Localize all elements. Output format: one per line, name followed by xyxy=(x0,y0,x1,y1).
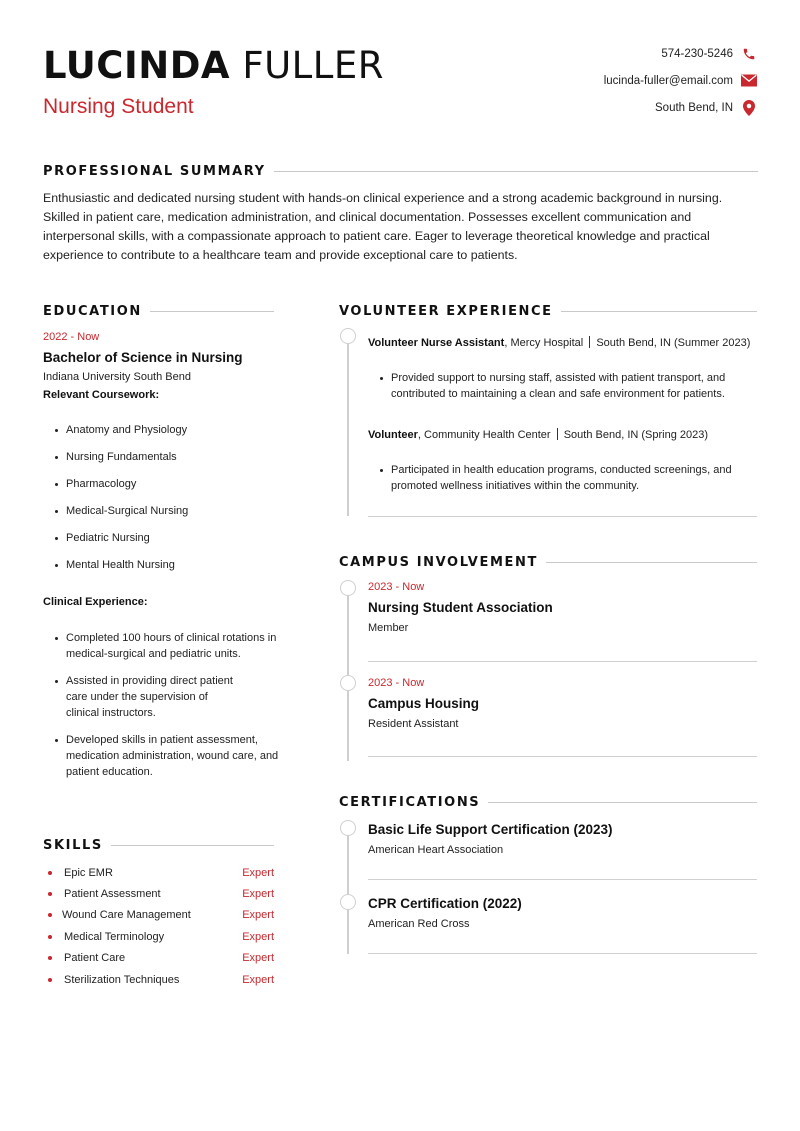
heading-divider xyxy=(561,311,757,312)
volunteer-location: South Bend, IN (Summer 2023) xyxy=(596,337,751,349)
job-title: Nursing Student xyxy=(43,95,194,118)
skill-row xyxy=(43,905,274,926)
certification-item xyxy=(368,822,757,856)
list-item: Provided support to nursing staff, assisted with patient transport, and contributed to maintaining a clean and safe environment for patients. xyxy=(368,370,757,402)
skill-name: Patient Care xyxy=(64,952,126,965)
volunteer-role-line xyxy=(368,336,757,349)
list-item: Developed skills in patient assessment, medication administration, wound care, and patient education. xyxy=(43,732,293,780)
skill-name: Wound Care Management xyxy=(62,909,191,922)
phone-text[interactable]: 574-230-5246 xyxy=(661,47,733,60)
timeline-circle-icon xyxy=(340,820,356,836)
heading-divider xyxy=(111,845,274,846)
campus-item xyxy=(368,677,757,730)
degree: Bachelor of Science in Nursing xyxy=(43,350,243,365)
campus-heading xyxy=(339,555,757,570)
volunteer-heading-label: VOLUNTEER EXPERIENCE xyxy=(339,304,553,319)
school-name: Indiana University South Bend xyxy=(43,371,191,383)
location-text: South Bend, IN xyxy=(655,101,733,114)
volunteer-role-line xyxy=(368,428,757,441)
heading-divider xyxy=(488,802,757,803)
volunteer-item xyxy=(368,428,757,494)
timeline-circle-icon xyxy=(340,580,356,596)
volunteer-item xyxy=(368,336,757,402)
certification-item xyxy=(368,896,757,930)
campus-item xyxy=(368,581,757,634)
summary-heading-label: PROFESSIONAL SUMMARY xyxy=(43,164,266,179)
coursework-list xyxy=(43,422,274,573)
coursework-label: Relevant Coursework: xyxy=(43,389,160,401)
skill-name: Sterilization Techniques xyxy=(64,973,180,986)
bullet-dot-icon xyxy=(48,892,52,896)
campus-role: Resident Assistant xyxy=(368,718,459,730)
volunteer-org: , Mercy Hospital xyxy=(504,337,584,349)
heading-divider xyxy=(150,311,274,312)
list-item: Pediatric Nursing xyxy=(43,530,274,546)
skill-row xyxy=(43,948,274,969)
clinical-label: Clinical Experience: xyxy=(43,596,148,608)
volunteer-bullets xyxy=(368,462,757,494)
bullet-dot-icon xyxy=(48,913,52,917)
summary-heading xyxy=(43,164,758,179)
certifications-heading-label: CERTIFICATIONS xyxy=(339,795,481,810)
skill-level: Expert xyxy=(242,930,274,943)
skill-name: Patient Assessment xyxy=(64,888,161,901)
certification-title: Basic Life Support Certification (2023) xyxy=(368,822,613,837)
bullet-dot-icon xyxy=(48,978,52,982)
last-name: FULLER xyxy=(242,44,384,87)
education-date: 2022 - Now xyxy=(43,331,100,343)
skill-name: Epic EMR xyxy=(64,866,113,879)
campus-title: Nursing Student Association xyxy=(368,600,553,615)
list-item: Anatomy and Physiology xyxy=(43,422,274,438)
list-item: Medical-Surgical Nursing xyxy=(43,503,274,519)
volunteer-bullets xyxy=(368,370,757,402)
campus-date: 2023 - Now xyxy=(368,677,425,689)
timeline-circle-icon xyxy=(340,328,356,344)
heading-divider xyxy=(546,562,757,563)
phone-icon xyxy=(741,46,757,62)
campus-role: Member xyxy=(368,622,409,634)
summary-text: Enthusiastic and dedicated nursing student with hands-on clinical experience and a strong academic background in nursing. Skilled in patient care, medication administration, and clinical documentation. Possesses excellent communication and interpersonal skills, with a compassionate approach to patient care. Eager to leverage theoretical knowledge and practical experience to contribute to a healthcare team and provide exceptional care to patients. xyxy=(43,191,723,262)
timeline-circle-icon xyxy=(340,894,356,910)
clinical-list xyxy=(43,630,293,780)
skills-heading-label: SKILLS xyxy=(43,838,103,853)
education-heading xyxy=(43,304,274,319)
timeline-circle-icon xyxy=(340,675,356,691)
skill-row xyxy=(43,862,274,883)
contact-block xyxy=(604,40,757,121)
item-divider xyxy=(368,953,757,954)
skill-level: Expert xyxy=(242,909,274,922)
item-divider xyxy=(368,879,757,880)
list-item: Assisted in providing direct patient care under the supervision of clinical instructors. xyxy=(43,673,243,721)
certification-title: CPR Certification (2022) xyxy=(368,896,522,911)
envelope-icon xyxy=(741,73,757,89)
map-pin-icon xyxy=(741,100,757,116)
bullet-dot-icon xyxy=(48,935,52,939)
list-item: Nursing Fundamentals xyxy=(43,449,274,465)
skill-level: Expert xyxy=(242,888,274,901)
volunteer-location: South Bend, IN (Spring 2023) xyxy=(563,429,709,441)
skill-row xyxy=(43,969,274,990)
volunteer-org: , Community Health Center xyxy=(417,429,551,441)
first-name: LUCINDA xyxy=(43,44,231,87)
separator xyxy=(589,336,590,348)
email-text[interactable]: lucinda-fuller@email.com xyxy=(603,74,733,87)
skill-level: Expert xyxy=(242,973,274,986)
contact-email xyxy=(604,67,757,94)
item-divider xyxy=(368,516,757,517)
bullet-dot-icon xyxy=(48,956,52,960)
education-heading-label: EDUCATION xyxy=(43,304,142,319)
skill-level: Expert xyxy=(242,952,274,965)
item-divider xyxy=(368,661,757,662)
list-item: Completed 100 hours of clinical rotations in medical-surgical and pediatric units. xyxy=(43,630,293,662)
skills-heading xyxy=(43,838,274,853)
certifications-heading xyxy=(339,795,757,810)
bullet-dot-icon xyxy=(48,871,52,875)
volunteer-heading xyxy=(339,304,757,319)
volunteer-role: Volunteer Nurse Assistant xyxy=(368,337,505,349)
separator xyxy=(557,428,558,440)
contact-phone xyxy=(604,40,757,67)
timeline-line xyxy=(347,344,349,516)
skill-name: Medical Terminology xyxy=(64,930,165,943)
list-item: Pharmacology xyxy=(43,476,274,492)
certification-issuer: American Heart Association xyxy=(368,844,504,856)
campus-title: Campus Housing xyxy=(368,696,480,711)
skills-list xyxy=(43,862,274,990)
heading-divider xyxy=(274,171,758,172)
list-item: Participated in health education programs, conducted screenings, and promoted wellness initiatives within the community. xyxy=(368,462,757,494)
skill-level: Expert xyxy=(242,866,274,879)
campus-heading-label: CAMPUS INVOLVEMENT xyxy=(339,555,538,570)
candidate-name xyxy=(43,44,384,88)
item-divider xyxy=(368,756,757,757)
certification-issuer: American Red Cross xyxy=(368,918,470,930)
list-item: Mental Health Nursing xyxy=(43,557,274,573)
education-section xyxy=(43,331,279,780)
volunteer-role: Volunteer xyxy=(368,429,418,441)
campus-date: 2023 - Now xyxy=(368,581,425,593)
skill-row xyxy=(43,883,274,904)
skill-row xyxy=(43,926,274,947)
contact-location xyxy=(604,94,757,121)
